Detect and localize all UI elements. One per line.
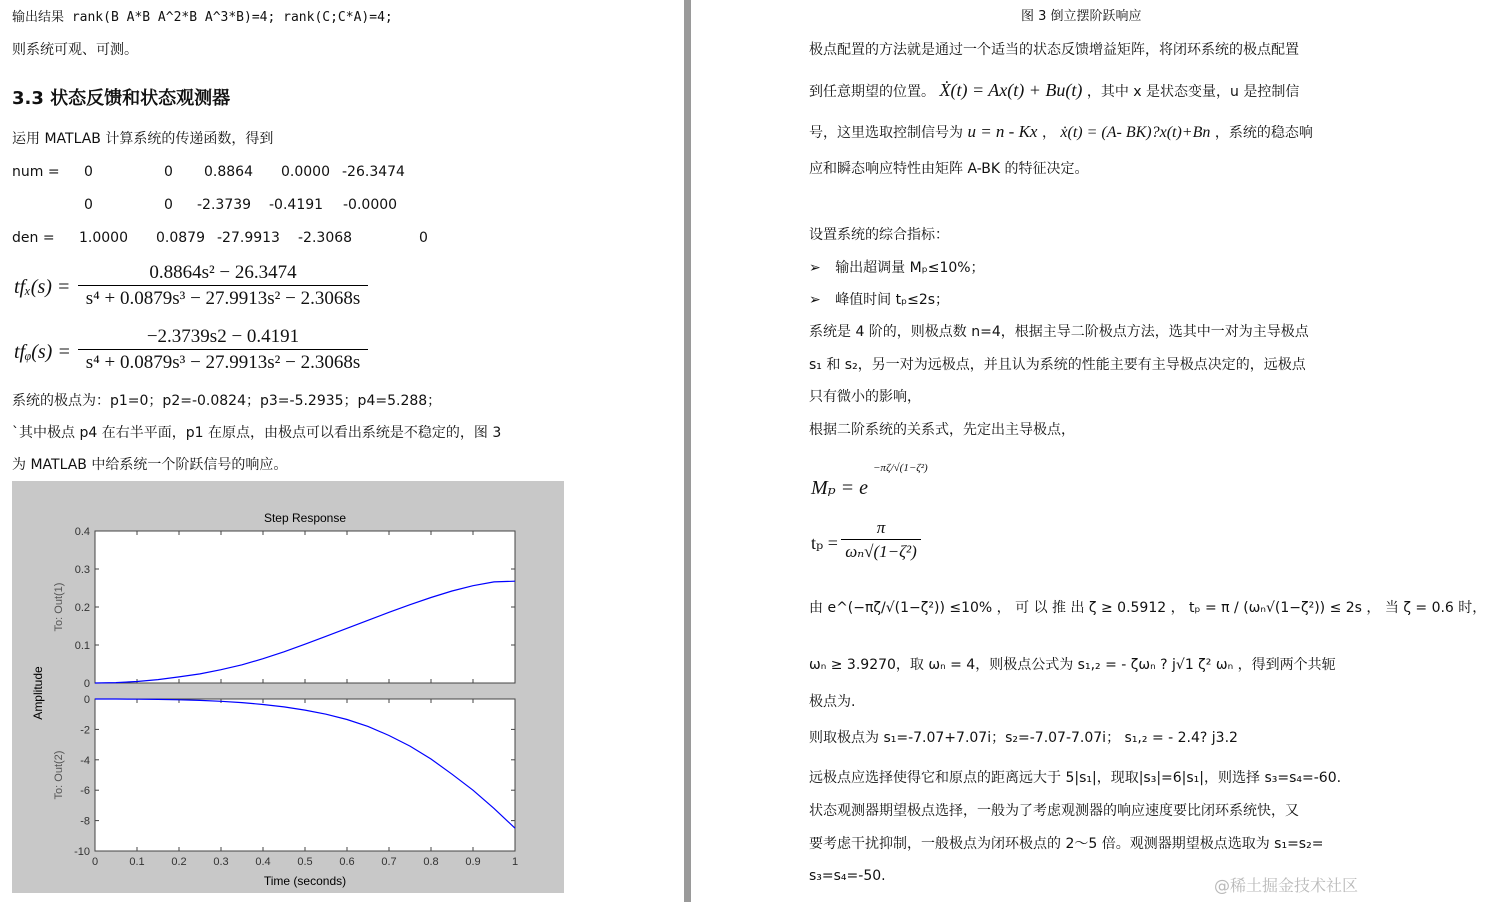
y-tick-label: -10 (74, 846, 90, 858)
paragraph-line (809, 122, 1313, 143)
text-span: 号，这里选取控制信号为 (809, 125, 963, 141)
step-response-figure (12, 481, 564, 893)
paragraph-line: 状态观测器期望极点选择，一般为了考虑观测器的响应速度要比闭环系统快，又 (809, 803, 1299, 819)
x-axis-label: Time (seconds) (263, 874, 347, 888)
den-cell: -27.9913 (217, 230, 280, 246)
y-axis-label: Amplitude (31, 666, 45, 720)
intro-line: 运用 MATLAB 计算系统的传递函数，得到 (12, 131, 274, 147)
mp-formula: Mₚ = e (811, 477, 869, 499)
poles-line: 系统的极点为：p1=0；p2=-0.0824；p3=-5.2935；p4=5.288； (12, 393, 442, 409)
tfx-label: tfₓ(s) = (14, 276, 71, 298)
x-tick-label: 0.3 (213, 856, 229, 868)
bullet-item (809, 258, 985, 278)
den-cell: 0.0879 (156, 230, 205, 246)
text-span: ，系统的稳态响 (1214, 125, 1313, 141)
num-cell: -2.3739 (197, 197, 252, 213)
tfphi-fraction (78, 326, 368, 374)
paragraph-line: 应和瞬态响应特性由矩阵 A-BK 的特征决定。 (809, 161, 1089, 177)
den-cell: 0 (419, 230, 428, 246)
left-page (0, 0, 684, 902)
x-tick-label: 0.9 (465, 856, 481, 868)
rank-result-line: 输出结果 rank(B A*B A^2*B A^3*B)=4; rank(C;C*A)=4; (12, 10, 393, 25)
num-cell: 0 (164, 164, 173, 180)
chart-title: Step Response (263, 511, 347, 525)
y-tick-label: 0.4 (74, 526, 90, 538)
y-tick-label: -4 (80, 754, 90, 767)
num-cell: 0 (164, 197, 173, 213)
bullet-item (809, 290, 949, 310)
bullet-arrow-icon: ➢ (809, 292, 821, 308)
paragraph-line: 远极点应选择使得它和原点的距离远大于 5|s₁|，现取|s₃|=6|s₁|，则选择 s₃=s₄=-60. (809, 770, 1342, 786)
watermark: @稀土掘金技术社区 (1213, 876, 1358, 895)
x-tick-label: 0.4 (255, 856, 271, 868)
x-tick-label: 0.5 (297, 856, 313, 868)
num-cell: 0 (84, 197, 93, 213)
x-tick-label: 0.8 (423, 856, 439, 868)
channel-label: To: Out(2) (53, 750, 65, 800)
y-tick-label: -2 (80, 724, 90, 737)
tp-fraction (841, 518, 921, 562)
tfphi-denominator: s⁴ + 0.0879s³ − 27.9913s² − 2.3068s (78, 349, 368, 374)
paragraph-line: 要考虑干扰抑制，一般极点为闭环极点的 2～5 倍。观测器期望极点选取为 s₁=s₂= (809, 836, 1324, 852)
right-page (691, 0, 1486, 902)
channel-label: To: Out(1) (53, 582, 65, 632)
paragraph-line (809, 80, 1299, 102)
tfx-denominator: s⁴ + 0.0879s³ − 27.9913s² − 2.3068s (78, 285, 368, 310)
paragraph-line: 极点为. (809, 694, 856, 710)
y-tick-label: 0 (83, 694, 90, 706)
tp-numerator: π (876, 518, 886, 537)
paragraph-line: s₃=s₄=-50. (809, 868, 886, 884)
den-label: den = (12, 230, 55, 246)
y-tick-label: -6 (80, 785, 90, 798)
y-tick-label: 0.2 (74, 602, 90, 614)
y-tick-label: -8 (80, 815, 90, 828)
tfx-fraction (78, 262, 368, 310)
paragraph-line: s₁ 和 s₂，另一对为远极点，并且认为系统的性能主要有主导极点决定的，远极点 (809, 357, 1306, 373)
paragraph-line: 只有微小的影响， (809, 389, 921, 405)
bullet-arrow-icon: ➢ (809, 260, 821, 276)
bullet-text: 输出超调量 Mₚ≤10%； (835, 260, 985, 276)
x-tick-label: 0.7 (381, 856, 397, 868)
paragraph-line: 极点配置的方法就是通过一个适当的状态反馈增益矩阵，将闭环系统的极点配置 (809, 42, 1299, 58)
num-cell: -0.0000 (343, 197, 398, 213)
x-tick-label: 0.2 (171, 856, 187, 868)
paragraph-line: 根据二阶系统的关系式，先定出主导极点， (809, 422, 1075, 438)
num-cell: 0.0000 (281, 164, 330, 180)
state-equation: Ẋ(t) = Ax(t) + Bu(t) (939, 80, 1083, 100)
num-cell: 0 (84, 164, 93, 180)
plot-area (95, 699, 515, 851)
mp-exponent: −πζ/√(1−ζ²) (873, 462, 928, 474)
tfx-numerator: 0.8864s² − 26.3474 (149, 262, 297, 283)
paragraph-line: 由 e^(−πζ/√(1−ζ²)) ≤10% ， 可 以 推 出 ζ ≥ 0.5912 ， tₚ = π / (ωₙ√(1−ζ²)) ≤ 2s ， 当 ζ = 0.6 时， (809, 600, 1486, 616)
paragraph-line: 为 MATLAB 中给系统一个阶跃信号的响应。 (12, 457, 288, 473)
figure-caption: 图 3 倒立摆阶跃响应 (1021, 9, 1142, 24)
text-span: ， (1041, 125, 1056, 141)
num-cell: -0.4191 (269, 197, 324, 213)
tp-denominator: ωₙ√(1−ζ²) (841, 539, 921, 562)
paragraph-line: 则取极点为 s₁=-7.07+7.07i；s₂=-7.07-7.07i； s₁,₂ = - 2.4? j3.2 (809, 730, 1238, 746)
paragraph-line: ωₙ ≥ 3.9270，取 ωₙ = 4，则极点公式为 s₁,₂ = - ζωₙ ? j√1 ζ² ωₙ ，得到两个共轭 (809, 657, 1336, 673)
num-cell: -26.3474 (342, 164, 405, 180)
den-cell: 1.0000 (79, 230, 128, 246)
x-tick-label: 1 (511, 856, 519, 868)
text-span: 到任意期望的位置。 (809, 84, 935, 100)
x-tick-label: 0.6 (339, 856, 355, 868)
y-tick-label: 0.3 (74, 564, 90, 576)
paragraph-line: `其中极点 p4 在右半平面，p1 在原点，由极点可以看出系统是不稳定的，图 3 (12, 425, 502, 441)
x-tick-label: 0.1 (129, 856, 145, 868)
num-cell: 0.8864 (204, 164, 253, 180)
y-tick-label: 0 (83, 678, 90, 690)
control-equation: u = n - Kx (967, 122, 1038, 141)
section-heading: 3.3 状态反馈和状态观测器 (12, 88, 231, 109)
plot-area (95, 531, 515, 683)
bullet-text: 峰值时间 tₚ≤2s； (835, 292, 950, 308)
tp-label: tₚ = (811, 533, 838, 553)
observability-line: 则系统可观、可测。 (12, 42, 138, 58)
tfphi-numerator: −2.3739s2 − 0.4191 (146, 326, 300, 347)
y-tick-label: 0.1 (74, 640, 90, 652)
closed-loop-equation: ẋ(t) = (A- BK)?x(t)+Bn (1060, 124, 1211, 141)
step-response-chart (12, 481, 564, 893)
num-label: num = (12, 164, 60, 180)
den-cell: -2.3068 (298, 230, 353, 246)
paragraph-line: 设置系统的综合指标： (809, 227, 949, 243)
x-tick-label: 0 (91, 856, 99, 868)
tfphi-label: tfᵩ(s) = (14, 341, 71, 363)
text-span: ，其中 x 是状态变量，u 是控制信 (1086, 84, 1300, 100)
page-divider (684, 0, 691, 902)
paragraph-line: 系统是 4 阶的，则极点数 n=4，根据主导二阶极点方法，选其中一对为主导极点 (809, 324, 1309, 340)
